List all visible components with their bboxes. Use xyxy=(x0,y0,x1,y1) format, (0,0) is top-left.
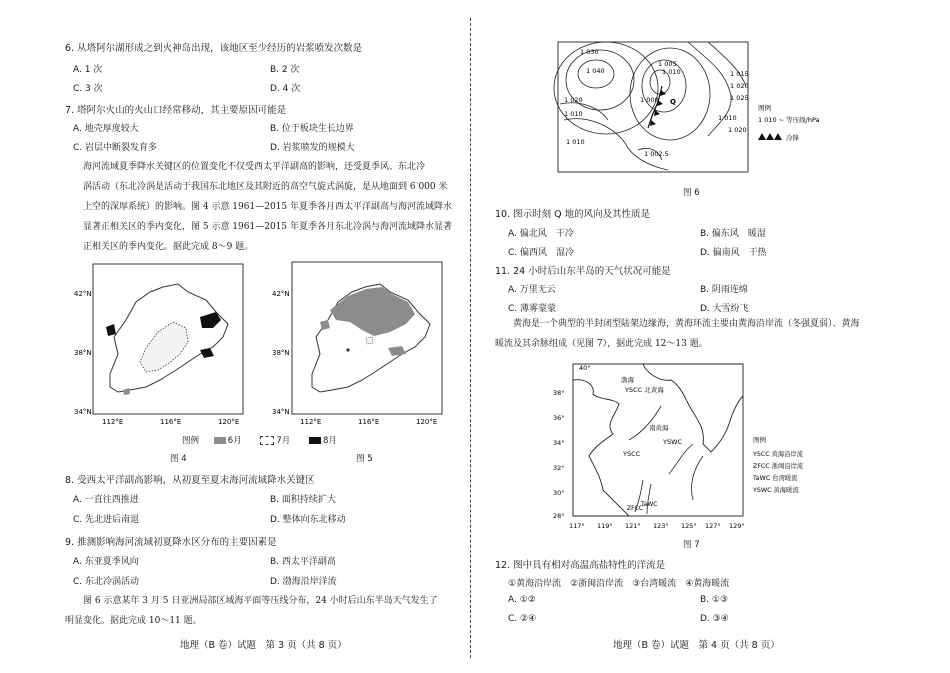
passage-line: 图 6 示意某年 3 月 5 日亚洲局部区域海平面等压线分布，24 小时后山东半岛天气发生了 xyxy=(83,596,438,606)
figure-5-map xyxy=(270,262,450,437)
legend-aug: 8月 xyxy=(322,436,337,446)
legend-aug-swatch xyxy=(309,437,321,444)
q10-option-c[interactable]: C. 偏西风 湿冷 xyxy=(508,248,575,258)
q6-option-a[interactable]: A. 1 次 xyxy=(73,65,103,75)
figure-6-isobar-map xyxy=(558,40,838,180)
q6-option-b[interactable]: B. 2 次 xyxy=(270,65,300,75)
q8-stem: 8. 受西太平洋副高影响，从初夏至夏末海河流域降水关键区 xyxy=(65,475,315,486)
fig7-legend-item: YSWC 黄海暖流 xyxy=(753,487,799,494)
q12-items: ①黄海沿岸流 ②浙闽沿岸流 ③台湾暖流 ④黄海暖流 xyxy=(508,579,730,589)
fig7-lon-label: 121° xyxy=(625,522,641,530)
q7-option-b[interactable]: B. 位于板块生长边界 xyxy=(270,124,354,134)
q12-stem: 12. 图中具有相对高温高盐特性的洋流是 xyxy=(495,560,666,571)
q10-option-d[interactable]: D. 偏南风 干热 xyxy=(700,248,767,258)
fig5-lat-label: 34°N xyxy=(272,408,290,416)
q7-option-c[interactable]: C. 岩层中断裂发育多 xyxy=(73,143,158,153)
fig4-lat-label: 42°N xyxy=(74,290,92,298)
isobar-label: 1 030 xyxy=(580,48,599,56)
fig7-lat-label: 36° xyxy=(553,414,565,422)
q10-stem: 10. 图示时刻 Q 地的风向及其性质是 xyxy=(495,209,651,220)
q7-option-d[interactable]: D. 岩浆喷发的规模大 xyxy=(270,143,355,153)
fig7-place-label: YSWC xyxy=(663,438,683,446)
fig5-lon-label: 116°E xyxy=(358,418,380,426)
fig5-lat-label: 42°N xyxy=(272,290,290,298)
legend-july-swatch xyxy=(260,436,274,445)
legend-june: 6月 xyxy=(227,436,242,446)
figure-7-ocean-currents xyxy=(543,360,873,535)
isobar-label: 1 010 xyxy=(718,114,737,122)
fig7-legend-title: 图例 xyxy=(753,436,766,444)
q7-stem: 7. 塔阿尔火山的火山口经常移动，其主要原因可能是 xyxy=(65,105,287,116)
fig7-lon-label: 125° xyxy=(681,522,697,530)
q9-option-a[interactable]: A. 东亚夏季风向 xyxy=(73,557,139,567)
isobar-label: 1 025 xyxy=(730,94,749,102)
q11-option-b[interactable]: B. 阴雨连绵 xyxy=(700,285,748,295)
left-footer: 地理（B 卷）试题 第 3 页（共 8 页） xyxy=(180,640,347,651)
q10-option-b[interactable]: B. 偏东风 暖湿 xyxy=(700,229,766,239)
isobar-label: 1 010 xyxy=(566,138,585,146)
passage-line: 显著正相关区的季内变化，图 5 示意 1961—2015 年夏季各月东北冷涡与海河流域降水显著 xyxy=(83,222,452,232)
fig4-lon-label: 120°E xyxy=(218,418,240,426)
fig4-aug-region-west xyxy=(106,324,116,336)
q11-option-c[interactable]: C. 薄雾蒙蒙 xyxy=(508,304,557,314)
fig7-lon-label: 119° xyxy=(597,522,613,530)
fig7-caption: 图 7 xyxy=(683,540,700,550)
fig4-lon-label: 112°E xyxy=(102,418,124,426)
right-footer: 地理（B 卷）试题 第 4 页（共 8 页） xyxy=(613,640,780,651)
passage-line: 海河流域夏季降水关键区的位置变化不仅受西太平洋副高的影响，还受夏季风、东北冷 xyxy=(83,162,426,172)
legend-july: 7月 xyxy=(276,436,291,446)
fig6-legend-title: 图例 xyxy=(758,104,771,112)
passage-yellow-sea xyxy=(495,314,895,354)
legend-title: 图例 xyxy=(182,436,200,446)
q6-stem: 6. 从塔阿尔湖形成之到火神岛出现，该地区至少经历的岩浆喷发次数是 xyxy=(65,43,363,54)
fig4-caption: 图 4 xyxy=(170,454,187,464)
fig5-aug-point xyxy=(346,348,349,351)
passage-pressure xyxy=(65,591,460,631)
isobar-label: 1 002.5 xyxy=(644,150,669,158)
q12-option-a[interactable]: A. ①② xyxy=(508,595,536,605)
fig5-july-region xyxy=(366,337,373,344)
isobar-label: 1 005 xyxy=(658,60,677,68)
q8-option-c[interactable]: C. 先北进后南退 xyxy=(73,515,140,525)
fig7-legend-item: TaWC 台湾暖流 xyxy=(753,475,798,482)
q9-option-b[interactable]: B. 西太平洋副高 xyxy=(270,557,336,567)
q8-option-a[interactable]: A. 一直往西推进 xyxy=(73,495,139,505)
fig7-lat-label: 30° xyxy=(553,489,565,497)
fig7-lon-label: 117° xyxy=(569,522,585,530)
q12-option-c[interactable]: C. ②④ xyxy=(508,614,537,624)
isobar-label: 1 020 xyxy=(564,96,583,104)
q8-option-d[interactable]: D. 整体向东北移动 xyxy=(270,515,346,525)
passage-line: 明显变化。据此完成 10～11 题。 xyxy=(65,616,202,626)
q9-stem: 9. 推测影响海河流域初夏降水区分布的主要因素是 xyxy=(65,537,277,548)
fig7-place-label: YSCC xyxy=(623,450,641,458)
isobar-label: 1 020 xyxy=(730,82,749,90)
fig5-lat-label: 38°N xyxy=(272,349,290,357)
point-q-label: Q xyxy=(670,98,676,106)
q8-option-b[interactable]: B. 面积持续扩大 xyxy=(270,495,336,505)
fig7-lon-label: 129° xyxy=(729,522,745,530)
passage-line: 上空的深厚系统）的影响。图 4 示意 1961—2015 年夏季各月西太平洋副高与海河流域降水 xyxy=(83,202,452,212)
fig7-lon-label: 127° xyxy=(705,522,721,530)
q12-option-d[interactable]: D. ③④ xyxy=(700,614,729,624)
cold-front-mark xyxy=(660,90,666,96)
maps-legend xyxy=(182,434,337,446)
figure-4-map xyxy=(74,262,258,437)
fig5-lon-label: 120°E xyxy=(416,418,438,426)
fig7-place-label: 渤海 xyxy=(621,376,634,384)
fig4-lon-label: 116°E xyxy=(160,418,182,426)
passage-haihe xyxy=(65,157,460,257)
q9-option-d[interactable]: D. 渤海沿岸洋流 xyxy=(270,577,337,587)
fig6-legend-isobar: 1 010 ~ 等压线/hPa xyxy=(758,116,820,124)
fig6-legend-front: 冷锋 xyxy=(786,134,799,142)
q11-option-a[interactable]: A. 万里无云 xyxy=(508,285,556,295)
isobar-label: 1 020 xyxy=(728,126,747,134)
fig7-lat-label: 38° xyxy=(553,389,565,397)
q12-option-b[interactable]: B. ①③ xyxy=(700,595,729,605)
q7-option-a[interactable]: A. 地壳厚度较大 xyxy=(73,124,139,134)
left-page xyxy=(0,0,460,673)
fig7-lon-label: 123° xyxy=(653,522,669,530)
fig7-lat-label: 34° xyxy=(553,439,565,447)
passage-line: 黄海是一个典型的半封闭型陆架边缘海，黄海环流主要由黄海沿岸流（冬强夏弱）、黄海 xyxy=(513,319,860,329)
isobar-label: 1 010 xyxy=(662,68,681,76)
passage-line: 涡活动（东北冷涡是活动于我国东北地区及其附近的高空气旋式涡旋，是从地面到 6 000 米 xyxy=(83,182,448,192)
fig7-place-label: YSCC 北黄海 xyxy=(625,386,664,394)
right-page xyxy=(478,0,938,673)
q6-option-d[interactable]: D. 4 次 xyxy=(270,84,301,94)
isobar-label: 1 010 xyxy=(564,110,583,118)
fig5-lon-label: 112°E xyxy=(300,418,322,426)
q11-stem: 11. 24 小时后山东半岛的天气状况可能是 xyxy=(495,266,671,277)
q9-option-c[interactable]: C. 东北冷涡活动 xyxy=(73,577,140,587)
legend-june-swatch xyxy=(214,437,226,444)
fig6-caption: 图 6 xyxy=(683,188,700,198)
isobar-label: 1 040 xyxy=(586,67,605,75)
fig7-lat-label: 32° xyxy=(553,464,565,472)
q11-option-d[interactable]: D. 大雪纷飞 xyxy=(700,304,749,314)
fig4-lat-label: 38°N xyxy=(74,349,92,357)
fig7-place-label: 南黄海 xyxy=(649,424,669,432)
fig7-place-label: ZFCC xyxy=(627,505,643,512)
passage-line: 暖流及其余脉组成（见图 7），据此完成 12～13 题。 xyxy=(495,339,708,349)
fig7-legend-item: ZFCC 浙闽沿岸流 xyxy=(753,463,804,470)
fig7-legend-item: YSCC 黄海沿岸流 xyxy=(753,451,804,458)
page-divider xyxy=(470,18,471,658)
q10-option-a[interactable]: A. 偏北风 干冷 xyxy=(508,229,574,239)
fig7-lat-label: 28° xyxy=(553,512,565,520)
q6-option-c[interactable]: C. 3 次 xyxy=(73,84,103,94)
fig5-caption: 图 5 xyxy=(356,454,373,464)
cold-front-mark xyxy=(650,120,656,126)
isobar-label: 1 015 xyxy=(730,70,749,78)
isobar-label: 1 000 xyxy=(640,96,659,104)
fig7-lat-label: 40° xyxy=(579,364,591,372)
fig7-place-label: TaWC xyxy=(641,501,658,508)
passage-line: 正相关区的季内变化。据此完成 8～9 题。 xyxy=(83,242,254,252)
fig4-lat-label: 34°N xyxy=(74,408,92,416)
